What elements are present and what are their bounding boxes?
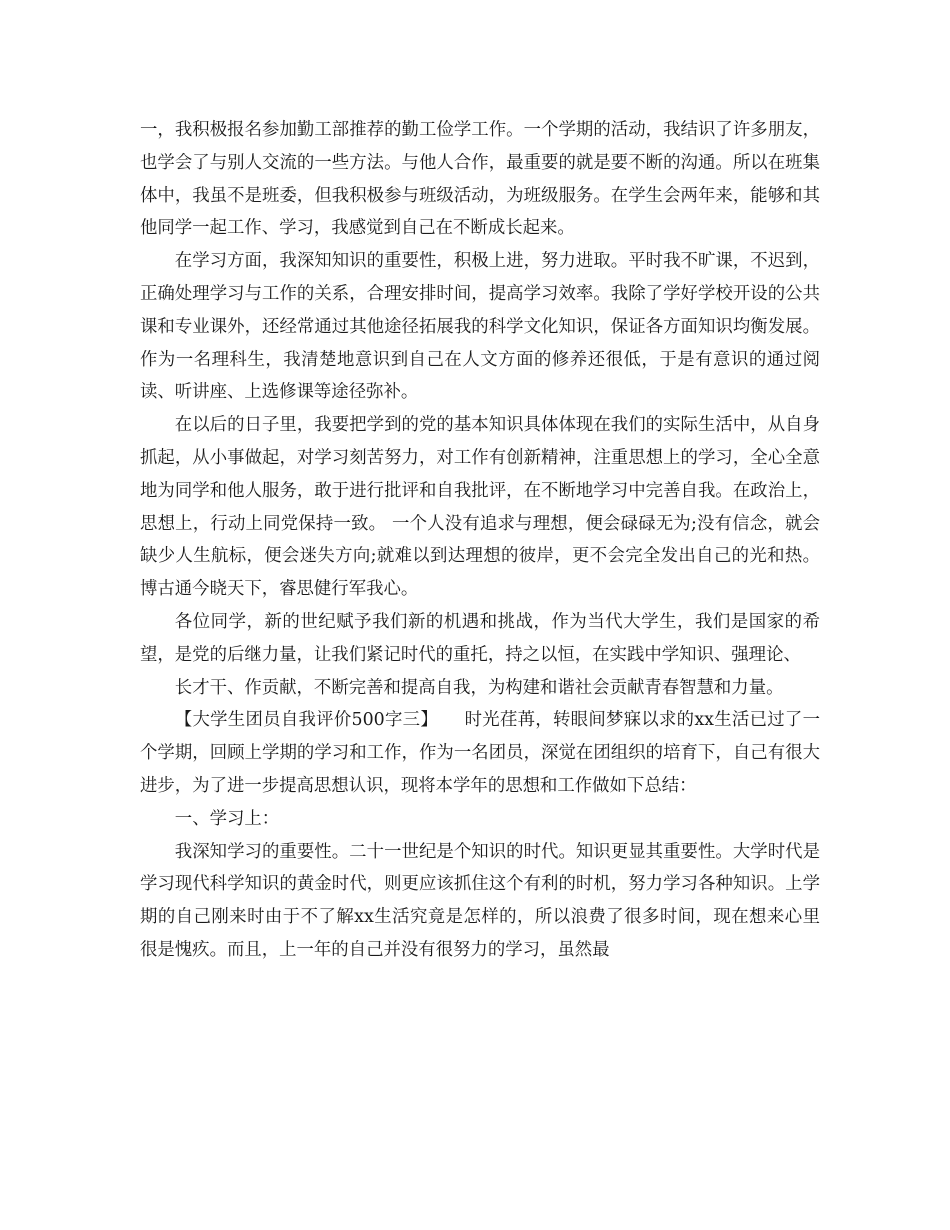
paragraph-8: 我深知学习的重要性。二十一世纪是个知识的时代。知识更显其重要性。大学时代是学习现代科学知识的黄金时代，则更应该抓住这个有利的时机，努力学习各种知识。上学期的自己刚来时由于不了解xx生活究竟是怎样的，所以浪费了很多时间，现在想来心里很是愧疚。而且，上一年的自己并没有很努力的学习，虽然最	[140, 841, 820, 960]
subheading-study: 一、学习上：	[174, 808, 280, 829]
document-body	[140, 114, 820, 967]
paragraph-1: 一，我积极报名参加勤工部推荐的勤工俭学工作。一个学期的活动，我结识了许多朋友，也学会了与别人交流的一些方法。与他人合作，最重要的就是要不断的沟通。所以在班集体中，我虽不是班委，但我积极参与班级活动，为班级服务。在学生会两年来，能够和其他同学一起工作、学习，我感觉到自己在不断成长起来。	[140, 120, 820, 239]
paragraph-3: 在以后的日子里，我要把学到的党的基本知识具体体现在我们的实际生活中，从自身抓起，从小事做起，对学习刻苦努力，对工作有创新精神，注重思想上的学习，全心全意地为同学和他人服务，敢于进行批评和自我批评，在不断地学习中完善自我。在政治上，思想上，行动上同党保持一致。 一个人没有追求与理想，便会碌碌无为;没有信念，就会缺少人生航标，便会迷失方向;就难以到达理想的彼岸，更不会完全发出自己的光和热。博古通今晓天下，睿思健行军我心。	[140, 415, 820, 600]
paragraph-5: 长才干、作贡献，不断完善和提高自我，为构建和谐社会贡献青春智慧和力量。	[174, 677, 784, 698]
paragraph-2: 在学习方面，我深知知识的重要性，积极上进，努力进取。平时我不旷课，不迟到，正确处理学习与工作的关系，合理安排时间，提高学习效率。我除了学好学校开设的公共课和专业课外，还经常通过其他途径拓展我的科学文化知识，保证各方面知识均衡发展。作为一名理科生，我清楚地意识到自己在人文方面的修养还很低，于是有意识的通过阅读、听讲座、上选修课等途径弥补。	[140, 251, 820, 403]
paragraph-4: 各位同学，新的世纪赋予我们新的机遇和挑战，作为当代大学生，我们是国家的希望，是党的后继力量，让我们紧记时代的重托，持之以恒，在实践中学知识、强理论、	[140, 611, 820, 665]
section-heading-paragraph: 【大学生团员自我评价500字三】 时光荏苒，转眼间梦寐以求的xx生活已过了一个学期，回顾上学期的学习和工作，作为一名团员，深觉在团组织的培育下，自己有很大进步，为了进一步提高思想认识，现将本学年的思想和工作做如下总结：	[140, 710, 820, 796]
